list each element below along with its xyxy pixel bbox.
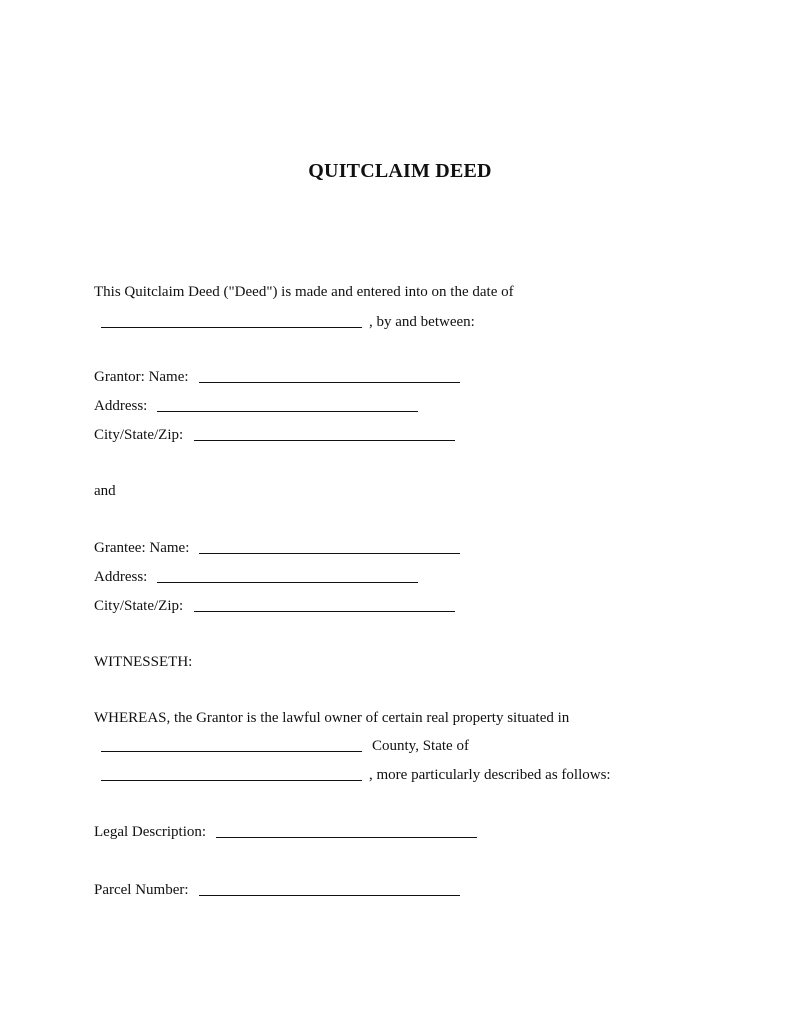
grantee-city-row [94,596,455,616]
intro-text: This Quitclaim Deed ("Deed") is made and entered into on the date of [94,284,514,300]
intro-line-1 [94,282,514,302]
state-suffix: , more particularly described as follows: [369,767,611,783]
witnesseth-heading: WITNESSETH: [94,654,193,670]
grantee-name-field[interactable] [199,552,460,554]
whereas-text: WHEREAS, the Grantor is the lawful owner of certain real property situated in [94,710,570,726]
grantee-address-label: Address: [94,569,148,585]
grantee-city-field[interactable] [194,610,455,612]
grantor-city-row [94,425,455,445]
county-suffix: County, State of [372,738,469,754]
parcel-number-field[interactable] [199,894,460,896]
grantor-name-label: Grantor: Name: [94,369,189,385]
legal-description-row [94,822,477,842]
grantee-name-label: Grantee: Name: [94,540,190,556]
document-title: QUITCLAIM DEED [308,160,492,182]
county-field[interactable] [101,750,362,752]
grantor-name-row [94,367,460,387]
parcel-number-label: Parcel Number: [94,882,189,898]
intro-suffix: , by and between: [369,314,475,330]
witnesseth-row [94,652,192,672]
and-row [94,481,116,501]
grantee-city-label: City/State/Zip: [94,598,184,614]
and-text: and [94,483,116,499]
legal-description-field[interactable] [216,836,477,838]
whereas-line-1 [94,708,569,728]
whereas-county-row [101,736,469,756]
grantor-address-label: Address: [94,398,148,414]
grantor-name-field[interactable] [199,381,460,383]
intro-line-2 [101,312,475,332]
whereas-state-row [101,765,611,785]
deed-date-field[interactable] [101,326,362,328]
grantor-address-row [94,396,418,416]
grantor-address-field[interactable] [157,410,418,412]
state-field[interactable] [101,779,362,781]
legal-description-label: Legal Description: [94,824,207,840]
grantee-address-row [94,567,418,587]
grantee-address-field[interactable] [157,581,418,583]
grantor-city-field[interactable] [194,439,455,441]
parcel-number-row [94,880,460,900]
grantor-city-label: City/State/Zip: [94,427,184,443]
grantee-name-row [94,538,460,558]
